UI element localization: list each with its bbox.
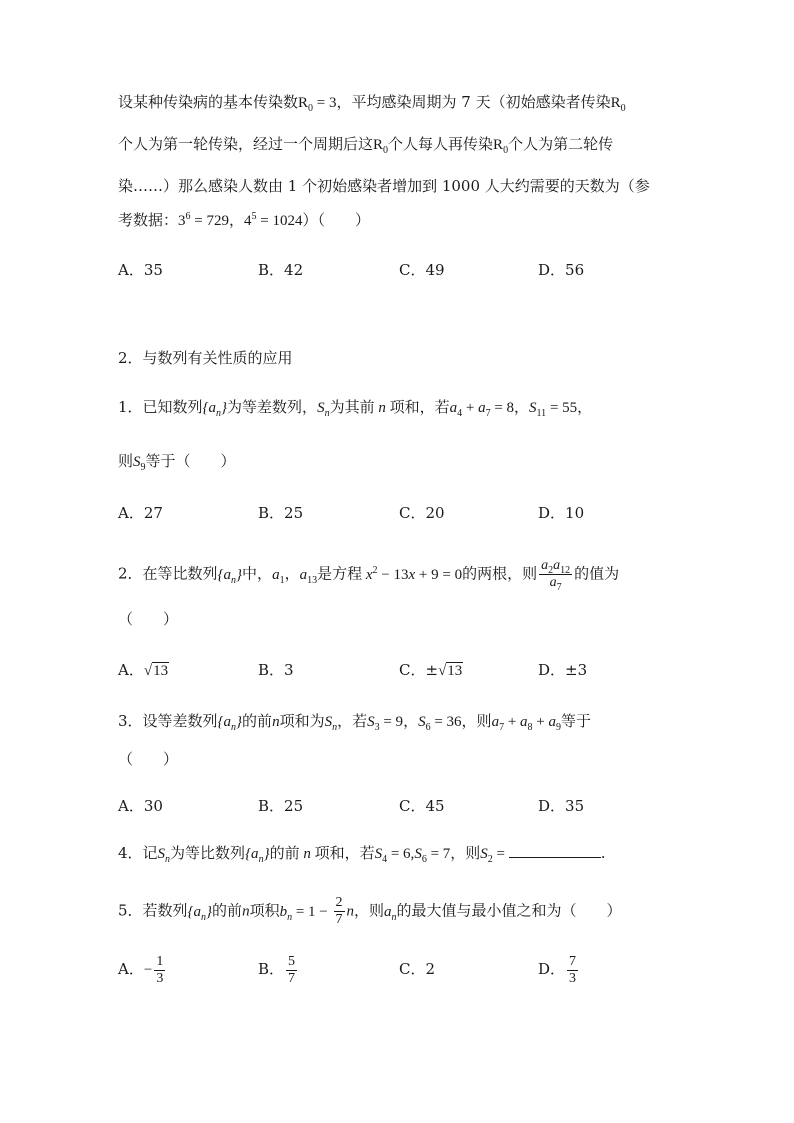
option-b[interactable]: B．25 [258, 797, 304, 815]
option-c[interactable]: C．2 [399, 960, 436, 978]
q2-options [118, 658, 678, 682]
q5-line-1: 5．若数列$\{a_n\}$的前n项积$b_n = 1$ − $\frac{2}{7}$ n，则$a_n$的最大值与最小值之和为（ ） [118, 895, 622, 927]
option-c[interactable]: C．±√13 [399, 661, 463, 679]
q3-options [118, 794, 678, 818]
q5-options [118, 952, 678, 986]
option-c[interactable]: C．20 [399, 504, 445, 522]
option-d[interactable]: D． $\frac{7}{3}$ [538, 953, 577, 986]
q3-line-1: 3．设等差数列$\{a_n\}$的前n项和为$S_n$，若$S_3 = 9$，$S_6 = 36$，则$a_7 + a_8 + a_9$等于 [118, 712, 592, 733]
fraction: $\frac{a_2a_{12}}{a_7}$ [541, 558, 571, 593]
text: ，平均感染周期为 7 天（初始感染者传染 [336, 93, 611, 111]
option-d[interactable]: D．56 [538, 261, 585, 279]
fraction: $\frac{2}{7}$ [335, 895, 343, 927]
option-d[interactable]: D．10 [538, 504, 585, 522]
q1-line-1: 1．已知数列$\{a_n\}$为等差数列，$S_n$为其前 n 项和，若$a_4 + a_7 = 8$，$S_{11} = 55$， [118, 398, 593, 419]
option-a[interactable]: A．√13 [118, 661, 169, 679]
q4-line-1: 4．记$S_n$为等比数列$\{a_n\}$的前 n 项和，若$S_4 = 6,S_6 = 7$，则$S_2$ = . [118, 844, 606, 865]
option-b[interactable]: B．25 [258, 504, 304, 522]
option-b[interactable]: B．3 [258, 661, 294, 679]
option-c[interactable]: C．49 [399, 261, 445, 279]
q1-line-2: 则$S_9$等于（ ） [118, 452, 236, 473]
q3-paren: （ ） [118, 750, 179, 768]
option-a[interactable]: A．35 [118, 261, 163, 279]
intro-line-3: 染……）那么感染人数由 1 个初始感染者增加到 1000 人大约需要的天数为（参 [118, 177, 650, 195]
option-d[interactable]: D．±3 [538, 661, 588, 679]
option-b[interactable]: B． $\frac{5}{7}$ [258, 953, 296, 986]
r0-expr: $R_0 = 3$ [298, 95, 337, 114]
option-d[interactable]: D．35 [538, 797, 585, 815]
q1-options [118, 501, 678, 525]
option-b[interactable]: B．42 [258, 261, 304, 279]
intro-options [118, 258, 678, 282]
option-a[interactable]: A．− $\frac{1}{3}$ [118, 953, 164, 986]
q2-line-1: 2．在等比数列$\{a_n\}$中，$a_1$，$a_{13}$是方程 $x^2 - 13x + 9 = 0$的两根，则 $\frac{a_2a_{12}}{a_7}$ 的值为 [118, 558, 620, 593]
intro-line-1: 设某种传染病的基本传染数$R_0 = 3$，平均感染周期为 7 天（初始感染者传染$R_0$ [118, 93, 626, 114]
option-c[interactable]: C．45 [399, 797, 445, 815]
intro-line-2: 个人为第一轮传染，经过一个周期后这$R_0$个人每人再传染$R_0$个人为第二轮传 [118, 135, 614, 156]
q2-paren: （ ） [118, 610, 179, 628]
option-a[interactable]: A．27 [118, 504, 163, 522]
text: 设某种传染病的基本传染数 [118, 93, 299, 111]
intro-line-4: 考数据：$3^6 = 729$，$4^5 = 1024$）（ ） [118, 211, 370, 229]
option-a[interactable]: A．30 [118, 797, 163, 815]
section-title: 2．与数列有关性质的应用 [118, 349, 293, 367]
answer-blank[interactable] [509, 843, 601, 858]
